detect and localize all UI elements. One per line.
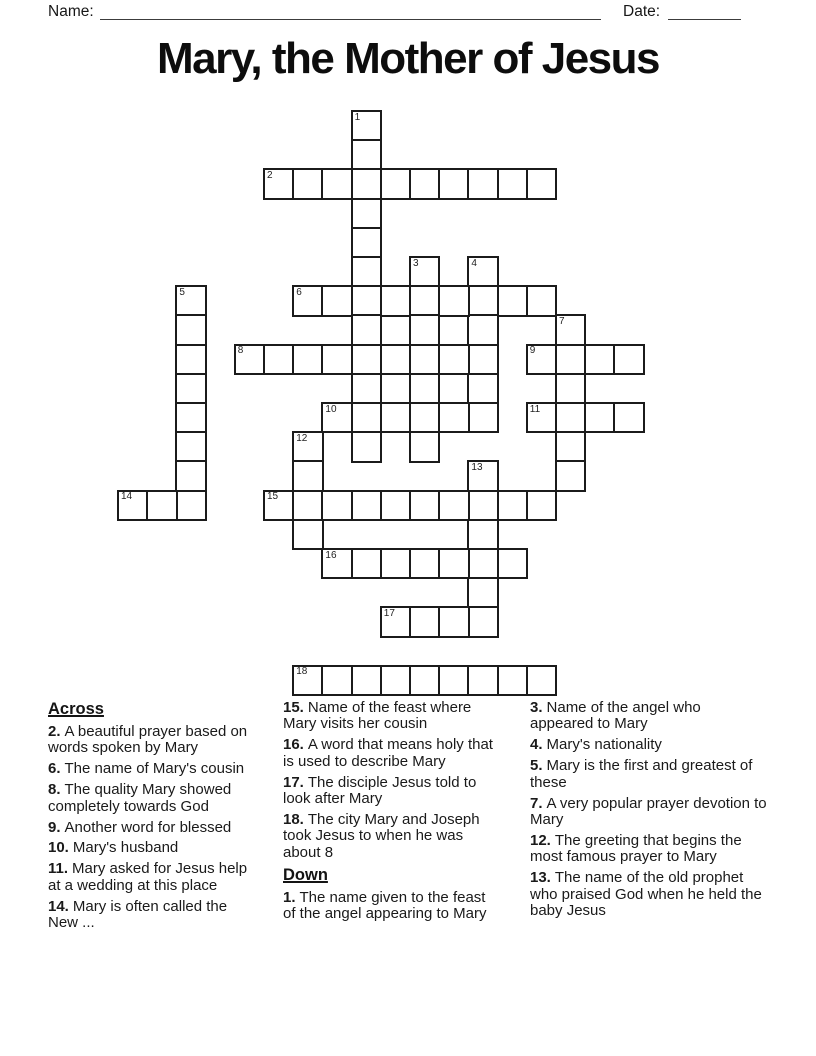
cell-number: 5 xyxy=(179,286,185,298)
clue-number: 5. xyxy=(530,757,543,775)
clue-number: 14. xyxy=(48,897,69,915)
grid-cell[interactable] xyxy=(351,665,382,696)
clue-column-2 xyxy=(283,700,502,927)
grid-cell[interactable] xyxy=(175,431,206,462)
grid-cell[interactable] xyxy=(175,490,206,521)
grid-cell[interactable] xyxy=(438,665,469,696)
cell-number: 17 xyxy=(383,607,395,619)
clue: 14. Mary is often called the New ... xyxy=(48,897,228,932)
grid-cell[interactable] xyxy=(409,665,440,696)
clue: 7. A very popular prayer devotion to Mary xyxy=(530,794,767,828)
clue: 11. Mary asked for Jesus help at a wedding at this place xyxy=(48,860,248,894)
grid-cell[interactable] xyxy=(613,402,644,433)
grid-cell[interactable] xyxy=(380,402,411,433)
grid-cell[interactable] xyxy=(292,519,323,550)
grid-cell[interactable] xyxy=(613,344,644,375)
grid-cell[interactable] xyxy=(467,314,498,345)
grid-cell[interactable] xyxy=(467,168,498,199)
grid-cell[interactable] xyxy=(526,490,557,521)
grid-cell[interactable] xyxy=(584,344,615,375)
grid-cell[interactable] xyxy=(467,460,498,491)
grid-cell[interactable] xyxy=(526,285,557,316)
grid-cell[interactable] xyxy=(438,490,469,521)
clue: 15. Name of the feast where Mary visits her cousin xyxy=(283,699,472,733)
grid-cell[interactable] xyxy=(380,168,411,199)
grid-cell[interactable] xyxy=(497,665,528,696)
grid-cell[interactable] xyxy=(438,168,469,199)
cell-number: 18 xyxy=(296,666,308,678)
grid-cell[interactable] xyxy=(175,460,206,491)
clue: 13. The name of the old prophet who praised God when he held the baby Jesus xyxy=(530,869,762,919)
grid-cell[interactable] xyxy=(555,431,586,462)
grid-cell[interactable] xyxy=(175,285,206,316)
grid-cell[interactable] xyxy=(351,314,382,345)
grid-cell[interactable] xyxy=(380,344,411,375)
cell-number: 6 xyxy=(296,286,302,298)
grid-cell[interactable] xyxy=(321,285,352,316)
cell-number: 11 xyxy=(529,403,541,415)
clue: 6. The name of Mary's cousin xyxy=(48,760,245,778)
cell-number: 15 xyxy=(267,491,279,503)
grid-cell[interactable] xyxy=(467,402,498,433)
clue: 5. Mary is the first and greatest of these xyxy=(530,757,753,791)
grid-cell[interactable] xyxy=(438,402,469,433)
cell-number: 10 xyxy=(325,403,337,415)
grid-cell[interactable] xyxy=(409,256,440,287)
grid-cell[interactable] xyxy=(351,139,382,170)
grid-cell[interactable] xyxy=(409,285,440,316)
cell-number: 4 xyxy=(471,257,477,269)
grid-cell[interactable] xyxy=(526,402,557,433)
grid-cell[interactable] xyxy=(555,314,586,345)
grid-cell[interactable] xyxy=(351,198,382,229)
clue: 16. A word that means holy that is used to describe Mary xyxy=(283,736,493,770)
clue: 10. Mary's husband xyxy=(48,839,179,857)
cell-number: 7 xyxy=(559,315,565,327)
grid-cell[interactable] xyxy=(555,373,586,404)
grid-cell[interactable] xyxy=(351,431,382,462)
grid-cell[interactable] xyxy=(467,665,498,696)
grid-cell[interactable] xyxy=(321,344,352,375)
cell-number: 3 xyxy=(413,257,419,269)
grid-cell[interactable] xyxy=(292,665,323,696)
grid-cell[interactable] xyxy=(292,431,323,462)
grid-cell[interactable] xyxy=(175,344,206,375)
grid-cell[interactable] xyxy=(351,168,382,199)
clue-number: 17. xyxy=(283,773,304,791)
grid-cell[interactable] xyxy=(380,665,411,696)
grid-cell[interactable] xyxy=(467,285,498,316)
cell-number: 9 xyxy=(529,345,536,357)
grid-cell[interactable] xyxy=(526,665,557,696)
grid-cell[interactable] xyxy=(175,402,206,433)
date-blank-line xyxy=(668,19,741,20)
clue-number: 9. xyxy=(48,818,61,836)
grid-cell[interactable] xyxy=(467,519,498,550)
grid-cell[interactable] xyxy=(292,460,323,491)
grid-cell[interactable] xyxy=(497,168,528,199)
grid-cell[interactable] xyxy=(467,256,498,287)
grid-cell[interactable] xyxy=(351,227,382,258)
grid-cell[interactable] xyxy=(438,606,469,637)
grid-cell[interactable] xyxy=(409,606,440,637)
clue: 9. Another word for blessed xyxy=(48,818,232,836)
grid-cell[interactable] xyxy=(438,344,469,375)
grid-cell[interactable] xyxy=(263,490,294,521)
clue-number: 3. xyxy=(530,699,543,716)
grid-cell[interactable] xyxy=(526,344,557,375)
clue-number: 7. xyxy=(530,794,543,812)
clue: 18. The city Mary and Joseph took Jesus to when he was about 8 xyxy=(283,810,480,861)
grid-cell[interactable] xyxy=(351,548,382,579)
grid-cell[interactable] xyxy=(409,490,440,521)
clue-number: 18. xyxy=(283,810,304,828)
clues-section-header: Across xyxy=(48,700,104,718)
grid-cell[interactable] xyxy=(467,548,498,579)
grid-cell[interactable] xyxy=(555,402,586,433)
grid-cell[interactable] xyxy=(555,344,586,375)
cell-number: 14 xyxy=(121,491,133,503)
grid-cell[interactable] xyxy=(117,490,148,521)
grid-cell[interactable] xyxy=(351,373,382,404)
grid-cell[interactable] xyxy=(467,373,498,404)
clue-number: 6. xyxy=(48,760,61,778)
grid-cell[interactable] xyxy=(321,402,352,433)
grid-cell[interactable] xyxy=(321,490,352,521)
grid-cell[interactable] xyxy=(409,373,440,404)
clues-section-header: Down xyxy=(283,865,328,884)
grid-cell[interactable] xyxy=(467,344,498,375)
clue: 12. The greeting that begins the most famous prayer to Mary xyxy=(530,831,742,866)
grid-cell[interactable] xyxy=(263,168,294,199)
clue-number: 10. xyxy=(48,839,69,857)
grid-cell[interactable] xyxy=(409,168,440,199)
grid-cell[interactable] xyxy=(497,285,528,316)
clue-number: 4. xyxy=(530,736,543,754)
grid-cell[interactable] xyxy=(438,285,469,316)
clue-number: 2. xyxy=(48,723,61,740)
grid-cell[interactable] xyxy=(351,490,382,521)
grid-cell[interactable] xyxy=(409,431,440,462)
grid-cell[interactable] xyxy=(234,344,265,375)
clue-number: 8. xyxy=(48,781,61,799)
clue: 2. A beautiful prayer based on words spoken by Mary xyxy=(48,723,248,757)
grid-cell[interactable] xyxy=(175,314,206,345)
cell-number: 16 xyxy=(325,549,337,561)
grid-cell[interactable] xyxy=(263,344,294,375)
clue: 17. The disciple Jesus told to look after Mary xyxy=(283,773,477,808)
grid-cell[interactable] xyxy=(584,402,615,433)
page-title: Mary, the Mother of Jesus xyxy=(156,34,659,83)
grid-cell[interactable] xyxy=(321,168,352,199)
grid-cell[interactable] xyxy=(292,490,323,521)
grid-cell[interactable] xyxy=(380,490,411,521)
grid-cell[interactable] xyxy=(409,344,440,375)
cell-number: 2 xyxy=(267,169,273,181)
grid-cell[interactable] xyxy=(351,110,382,141)
cell-number: 1 xyxy=(354,111,361,123)
grid-cell[interactable] xyxy=(175,373,206,404)
clue-number: 11. xyxy=(48,860,69,878)
grid-cell[interactable] xyxy=(526,168,557,199)
grid-cell[interactable] xyxy=(380,548,411,579)
clue: 1. The name given to the feast of the angel appearing to Mary xyxy=(283,888,487,923)
cell-number: 13 xyxy=(471,461,483,473)
grid-cell[interactable] xyxy=(409,314,440,345)
grid-cell[interactable] xyxy=(351,256,382,287)
grid-cell[interactable] xyxy=(409,548,440,579)
grid-cell[interactable] xyxy=(351,285,382,316)
clue-number: 15. xyxy=(283,699,304,716)
cell-number: 12 xyxy=(296,432,308,444)
grid-cell[interactable] xyxy=(438,548,469,579)
name-label: Name: xyxy=(48,3,94,20)
clue-column-1 xyxy=(48,700,261,936)
grid-cell[interactable] xyxy=(497,548,528,579)
grid-cell[interactable] xyxy=(351,344,382,375)
clue-number: 16. xyxy=(283,736,304,754)
clue: 3. Name of the angel who appeared to Mary xyxy=(530,699,701,733)
clue: 8. The quality Mary showed completely towards God xyxy=(48,781,232,815)
grid-cell[interactable] xyxy=(555,460,586,491)
grid-cell[interactable] xyxy=(380,606,411,637)
clue: 4. Mary's nationality xyxy=(530,736,662,754)
grid-cell[interactable] xyxy=(467,606,498,637)
grid-cell[interactable] xyxy=(467,490,498,521)
grid-cell[interactable] xyxy=(321,548,352,579)
grid-cell[interactable] xyxy=(292,285,323,316)
grid-cell[interactable] xyxy=(146,490,177,521)
clue-number: 12. xyxy=(530,831,551,849)
grid-cell[interactable] xyxy=(467,577,498,608)
grid-cell[interactable] xyxy=(497,490,528,521)
crossword-grid xyxy=(117,110,647,700)
clue-number: 13. xyxy=(530,869,551,887)
grid-cell[interactable] xyxy=(292,344,323,375)
grid-cell[interactable] xyxy=(409,402,440,433)
clue-number: 1. xyxy=(283,888,296,906)
grid-cell[interactable] xyxy=(380,285,411,316)
grid-cell[interactable] xyxy=(321,665,352,696)
clue-column-3 xyxy=(530,700,767,924)
date-label: Date: xyxy=(623,3,661,20)
grid-cell[interactable] xyxy=(292,168,323,199)
name-blank-line xyxy=(100,19,601,20)
grid-cell[interactable] xyxy=(351,402,382,433)
cell-number: 8 xyxy=(237,345,244,357)
